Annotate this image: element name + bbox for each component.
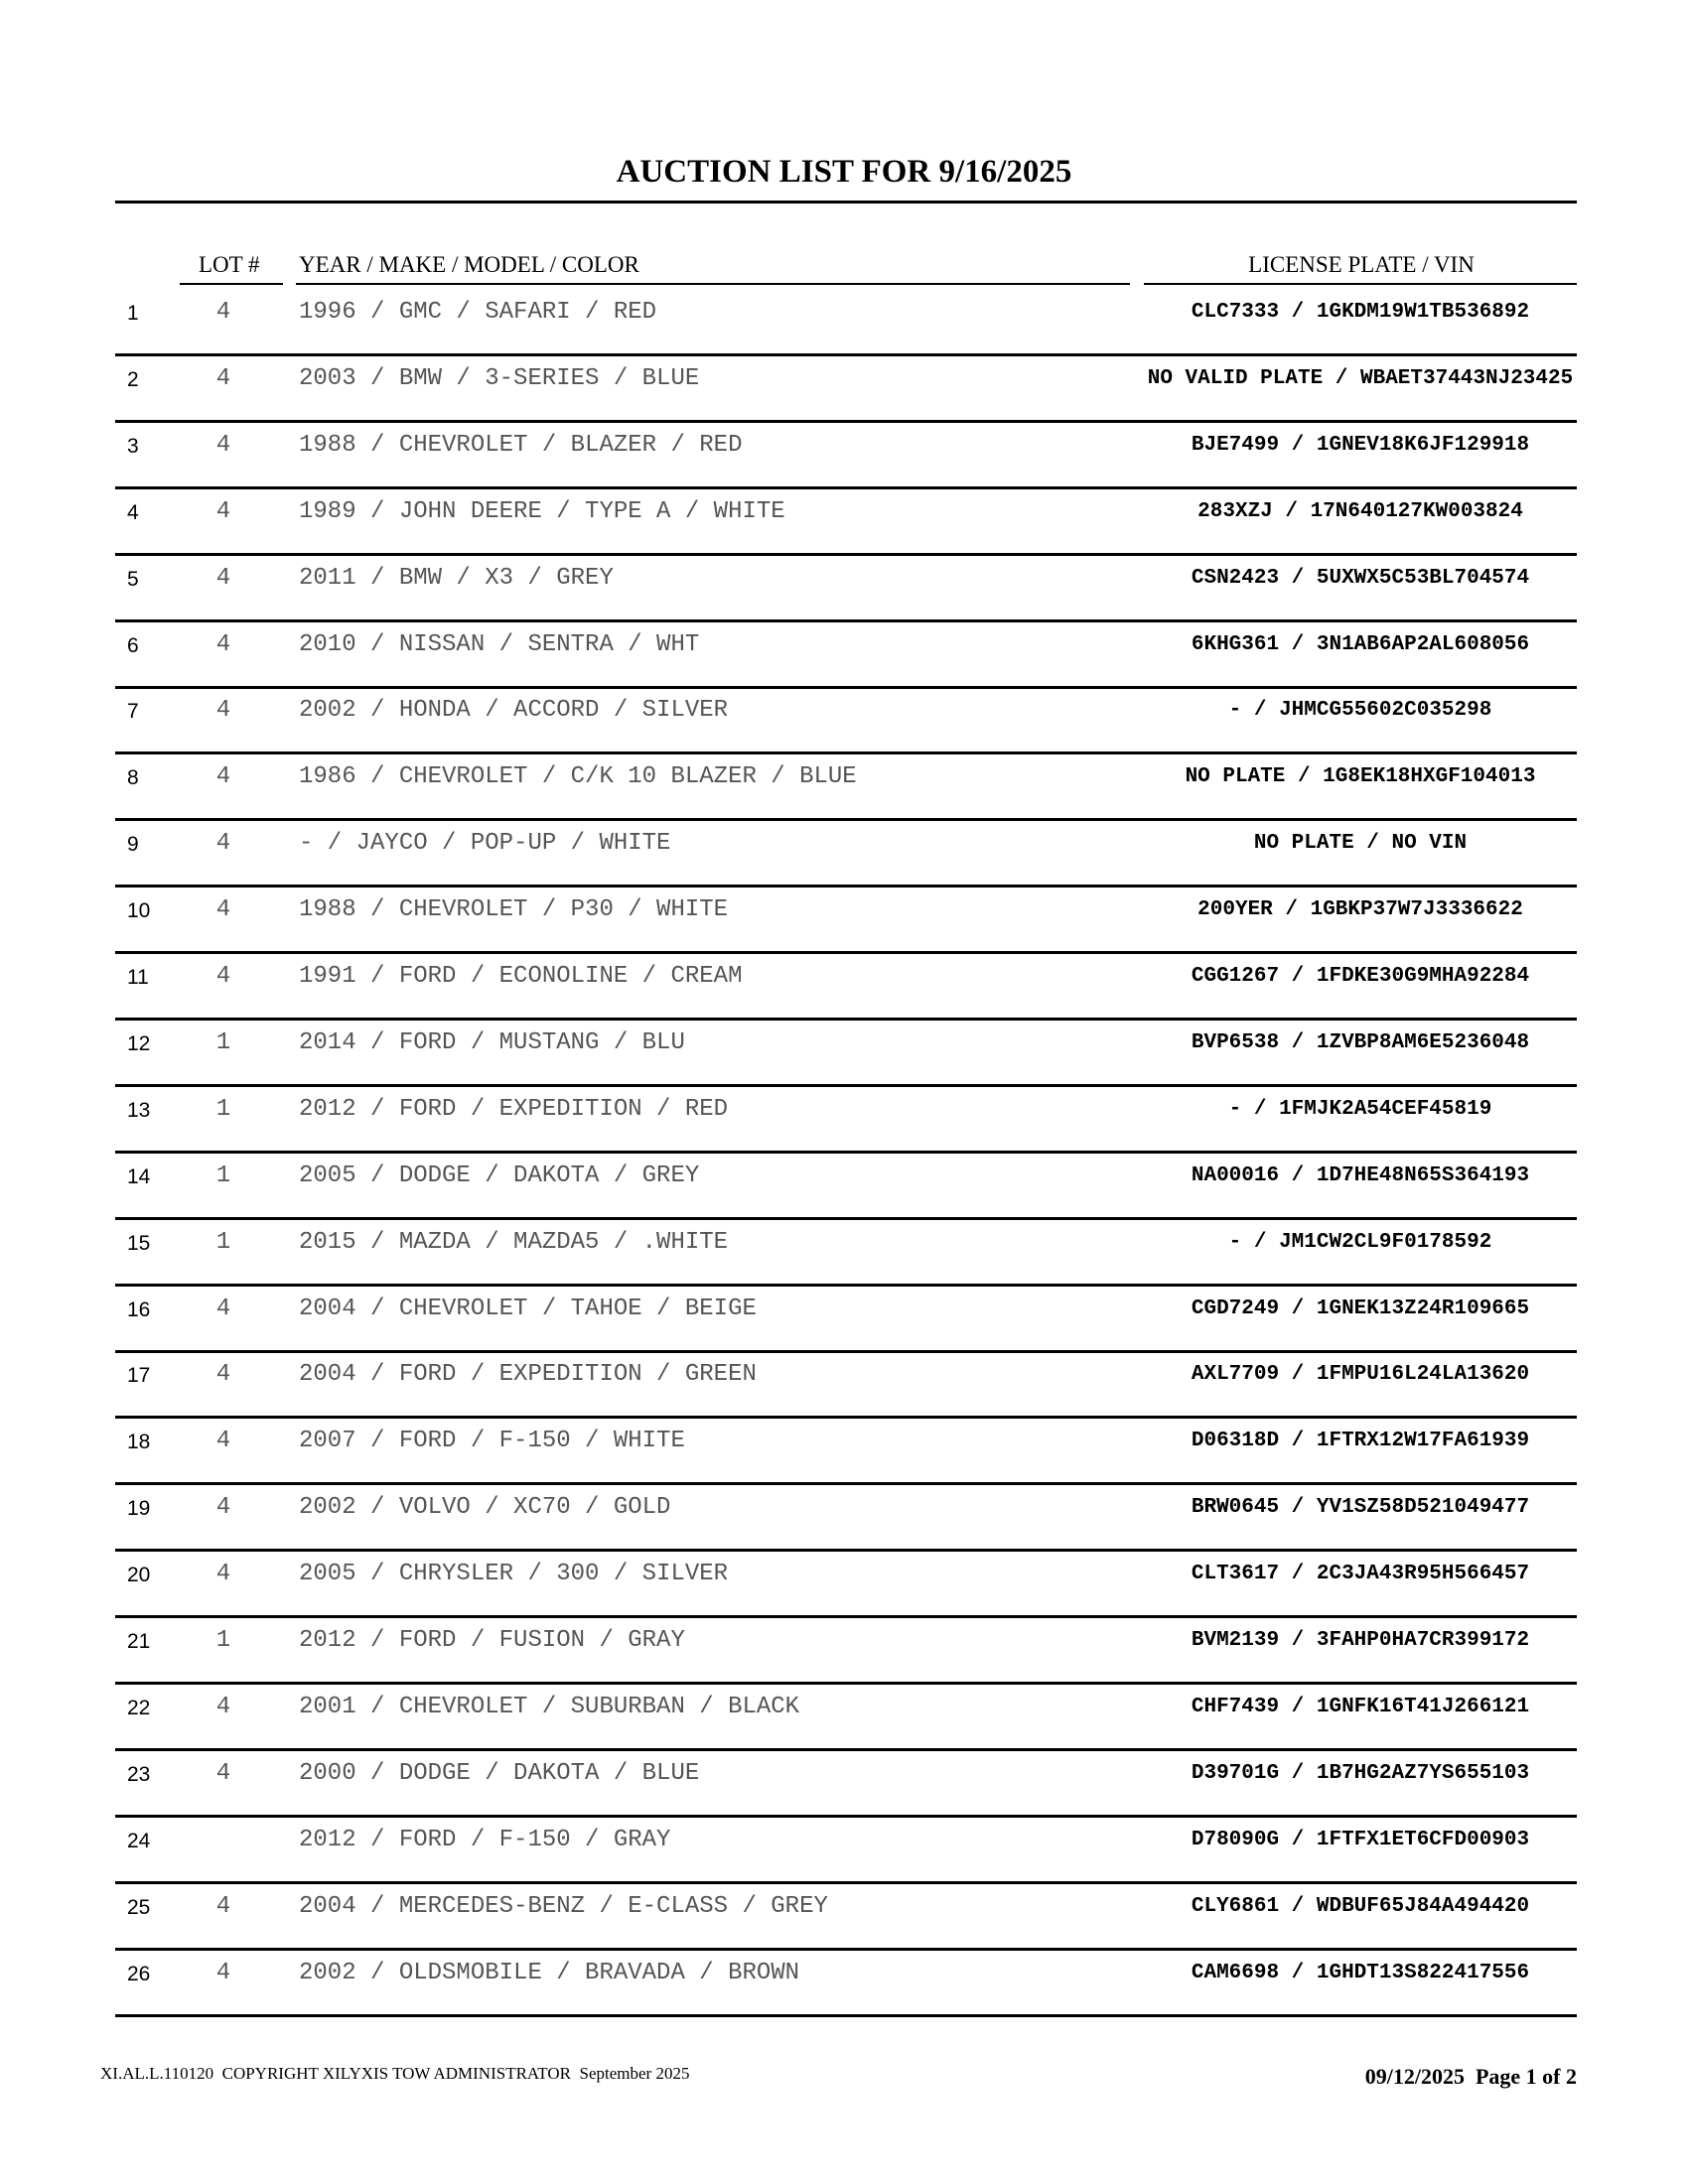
row-number: 6 — [127, 633, 139, 657]
table-row — [115, 1682, 1577, 1751]
license-plate-vin: 6KHG361 / 3N1AB6AP2AL608056 — [1191, 632, 1530, 656]
lot-number: 4 — [215, 1494, 231, 1522]
table-row — [115, 818, 1577, 887]
license-plate-vin: NO VALID PLATE / WBAET37443NJ23425 — [1147, 366, 1574, 390]
vehicle-description: 2007 / FORD / F-150 / WHITE — [299, 1428, 685, 1455]
license-plate-vin: CLC7333 / 1GKDM19W1TB536892 — [1191, 301, 1530, 324]
row-number: 24 — [127, 1829, 151, 1852]
row-number: 10 — [127, 899, 151, 923]
vehicle-description: 2000 / DODGE / DAKOTA / BLUE — [299, 1759, 700, 1787]
column-header-lot: LOT # — [199, 252, 260, 277]
row-number: 3 — [127, 434, 139, 458]
lot-number: 1 — [215, 1028, 231, 1056]
lot-number: 4 — [215, 830, 231, 858]
table-row — [115, 1018, 1577, 1087]
license-plate-vin: - / JM1CW2CL9F0178592 — [1228, 1230, 1492, 1254]
lot-number: 4 — [215, 1361, 231, 1389]
lot-number: 4 — [215, 364, 231, 392]
row-number: 9 — [127, 833, 139, 857]
license-plate-vin: NO PLATE / NO VIN — [1253, 832, 1468, 856]
license-plate-vin: - / 1FMJK2A54CEF45819 — [1228, 1097, 1492, 1121]
vehicle-description: 2005 / DODGE / DAKOTA / GREY — [299, 1161, 700, 1189]
row-number: 18 — [127, 1431, 151, 1454]
table-row — [115, 1217, 1577, 1287]
vehicle-description: 2004 / MERCEDES-BENZ / E-CLASS / GREY — [299, 1892, 828, 1920]
row-number: 22 — [127, 1696, 151, 1719]
lot-number: 4 — [215, 1561, 231, 1588]
vehicle-description: 2012 / FORD / F-150 / GRAY — [299, 1826, 671, 1853]
row-number: 12 — [127, 1031, 151, 1055]
vehicle-description: 1996 / GMC / SAFARI / RED — [299, 299, 657, 326]
license-plate-vin: CLT3617 / 2C3JA43R95H566457 — [1191, 1563, 1530, 1586]
vehicle-description: 1991 / FORD / ECONOLINE / CREAM — [299, 963, 743, 990]
table-row — [115, 751, 1577, 821]
vehicle-description: 1986 / CHEVROLET / C/K 10 BLAZER / BLUE — [299, 763, 857, 791]
license-plate-vin: D78090G / 1FTFX1ET6CFD00903 — [1191, 1828, 1530, 1851]
lot-number: 1 — [215, 1228, 231, 1256]
license-plate-vin: - / JHMCG55602C035298 — [1228, 699, 1492, 723]
license-plate-vin: CLY6861 / WDBUF65J84A494420 — [1191, 1894, 1530, 1918]
license-plate-vin: AXL7709 / 1FMPU16L24LA13620 — [1191, 1363, 1530, 1387]
table-row — [115, 1748, 1577, 1818]
table-row — [115, 1084, 1577, 1154]
license-plate-vin: BVP6538 / 1ZVBP8AM6E5236048 — [1191, 1030, 1530, 1054]
row-number: 21 — [127, 1630, 151, 1653]
license-plate-vin: D39701G / 1B7HG2AZ7YS655103 — [1191, 1761, 1530, 1785]
vehicle-description: 2003 / BMW / 3-SERIES / BLUE — [299, 364, 700, 392]
vehicle-description: 1988 / CHEVROLET / BLAZER / RED — [299, 431, 743, 459]
column-header-license-plate-vin: LICENSE PLATE / VIN — [1248, 252, 1475, 277]
table-row — [115, 1948, 1577, 2017]
license-plate-vin: CSN2423 / 5UXWX5C53BL704574 — [1191, 566, 1530, 590]
footer-copyright: XI.AL.L.110120 COPYRIGHT XILYXIS TOW ADMINISTRATOR September 2025 — [100, 2064, 690, 2083]
vehicle-description: 2002 / VOLVO / XC70 / GOLD — [299, 1494, 671, 1522]
license-plate-vin: BVM2139 / 3FAHP0HA7CR399172 — [1191, 1629, 1530, 1652]
lot-number: 4 — [215, 1295, 231, 1322]
row-number: 5 — [127, 567, 139, 591]
row-number: 19 — [127, 1497, 151, 1521]
table-row — [115, 1349, 1577, 1419]
table-row — [115, 619, 1577, 689]
license-plate-vin: 283XZJ / 17N640127KW003824 — [1197, 499, 1523, 523]
table-row — [115, 1482, 1577, 1552]
page-title: AUCTION LIST FOR 9/16/2025 — [616, 154, 1072, 190]
column-header-year-make-model-color: YEAR / MAKE / MODEL / COLOR — [299, 252, 639, 277]
table-row — [115, 885, 1577, 954]
license-plate-vin: D06318D / 1FTRX12W17FA61939 — [1191, 1430, 1530, 1453]
license-plate-vin: CGD7249 / 1GNEK13Z24R109665 — [1191, 1297, 1530, 1320]
vehicle-description: 2015 / MAZDA / MAZDA5 / .WHITE — [299, 1228, 729, 1256]
row-number: 25 — [127, 1895, 151, 1919]
footer-page-info: 09/12/2025 Page 1 of 2 — [1364, 2064, 1577, 2089]
vehicle-description: 2010 / NISSAN / SENTRA / WHT — [299, 630, 700, 658]
license-plate-vin: 200YER / 1GBKP37W7J3336622 — [1197, 898, 1523, 922]
vehicle-description: 2001 / CHEVROLET / SUBURBAN / BLACK — [299, 1693, 800, 1720]
license-plate-vin: CAM6698 / 1GHDT13S822417556 — [1191, 1961, 1530, 1984]
row-number: 4 — [127, 500, 139, 524]
vehicle-description: 2004 / FORD / EXPEDITION / GREEN — [299, 1361, 757, 1389]
vehicle-description: 2002 / HONDA / ACCORD / SILVER — [299, 697, 729, 725]
lot-number: 4 — [215, 697, 231, 725]
row-number: 23 — [127, 1762, 151, 1786]
lot-number: 1 — [215, 1095, 231, 1123]
row-number: 20 — [127, 1564, 151, 1587]
table-row — [115, 287, 1577, 356]
table-row — [115, 1284, 1577, 1353]
license-plate-vin: CHF7439 / 1GNFK16T41J266121 — [1191, 1695, 1530, 1718]
row-number: 13 — [127, 1098, 151, 1122]
lot-number: 4 — [215, 564, 231, 592]
lot-number: 1 — [215, 1161, 231, 1189]
license-plate-vin: BRW0645 / YV1SZ58D521049477 — [1191, 1496, 1530, 1520]
license-plate-vin: BJE7499 / 1GNEV18K6JF129918 — [1191, 433, 1530, 457]
lot-number: 4 — [215, 299, 231, 326]
row-number: 8 — [127, 766, 139, 790]
table-row — [115, 1151, 1577, 1220]
vehicle-description: 2011 / BMW / X3 / GREY — [299, 564, 614, 592]
table-row — [115, 1416, 1577, 1485]
vehicle-description: 1988 / CHEVROLET / P30 / WHITE — [299, 896, 729, 924]
lot-number: 4 — [215, 896, 231, 924]
vehicle-description: 2014 / FORD / MUSTANG / BLU — [299, 1028, 685, 1056]
vehicle-description: 1989 / JOHN DEERE / TYPE A / WHITE — [299, 497, 785, 525]
row-number: 16 — [127, 1297, 151, 1321]
lot-number: 4 — [215, 1959, 231, 1986]
vehicle-description: 2005 / CHRYSLER / 300 / SILVER — [299, 1561, 729, 1588]
vehicle-description: 2012 / FORD / FUSION / GRAY — [299, 1627, 685, 1654]
table-row — [115, 1881, 1577, 1951]
row-number: 26 — [127, 1962, 151, 1985]
row-number: 17 — [127, 1364, 151, 1388]
license-plate-vin: NA00016 / 1D7HE48N65S364193 — [1191, 1163, 1530, 1187]
row-number: 7 — [127, 700, 139, 724]
table-row — [115, 685, 1577, 754]
lot-number: 4 — [215, 431, 231, 459]
row-number: 14 — [127, 1164, 151, 1188]
table-row — [115, 1549, 1577, 1618]
table-row — [115, 486, 1577, 556]
vehicle-description: 2002 / OLDSMOBILE / BRAVADA / BROWN — [299, 1959, 800, 1986]
lot-number: 4 — [215, 1892, 231, 1920]
table-row — [115, 553, 1577, 622]
license-plate-vin: CGG1267 / 1FDKE30G9MHA92284 — [1191, 965, 1530, 988]
lot-number: 4 — [215, 630, 231, 658]
lot-number: 4 — [215, 497, 231, 525]
lot-number: 4 — [215, 1759, 231, 1787]
table-row — [115, 1815, 1577, 1884]
row-number: 11 — [127, 966, 149, 989]
row-number: 2 — [127, 367, 139, 391]
lot-number: 1 — [215, 1627, 231, 1654]
lot-number: 4 — [215, 763, 231, 791]
license-plate-vin: NO PLATE / 1G8EK18HXGF104013 — [1185, 765, 1536, 789]
table-row — [115, 420, 1577, 489]
row-number: 15 — [127, 1231, 151, 1255]
table-row — [115, 353, 1577, 423]
table-row — [115, 1615, 1577, 1685]
vehicle-description: 2012 / FORD / EXPEDITION / RED — [299, 1095, 729, 1123]
lot-number: 4 — [215, 1428, 231, 1455]
row-number: 1 — [127, 302, 139, 325]
table-row — [115, 951, 1577, 1021]
lot-number: 4 — [215, 963, 231, 990]
vehicle-description: - / JAYCO / POP-UP / WHITE — [299, 830, 671, 858]
vehicle-description: 2004 / CHEVROLET / TAHOE / BEIGE — [299, 1295, 757, 1322]
lot-number: 4 — [215, 1693, 231, 1720]
